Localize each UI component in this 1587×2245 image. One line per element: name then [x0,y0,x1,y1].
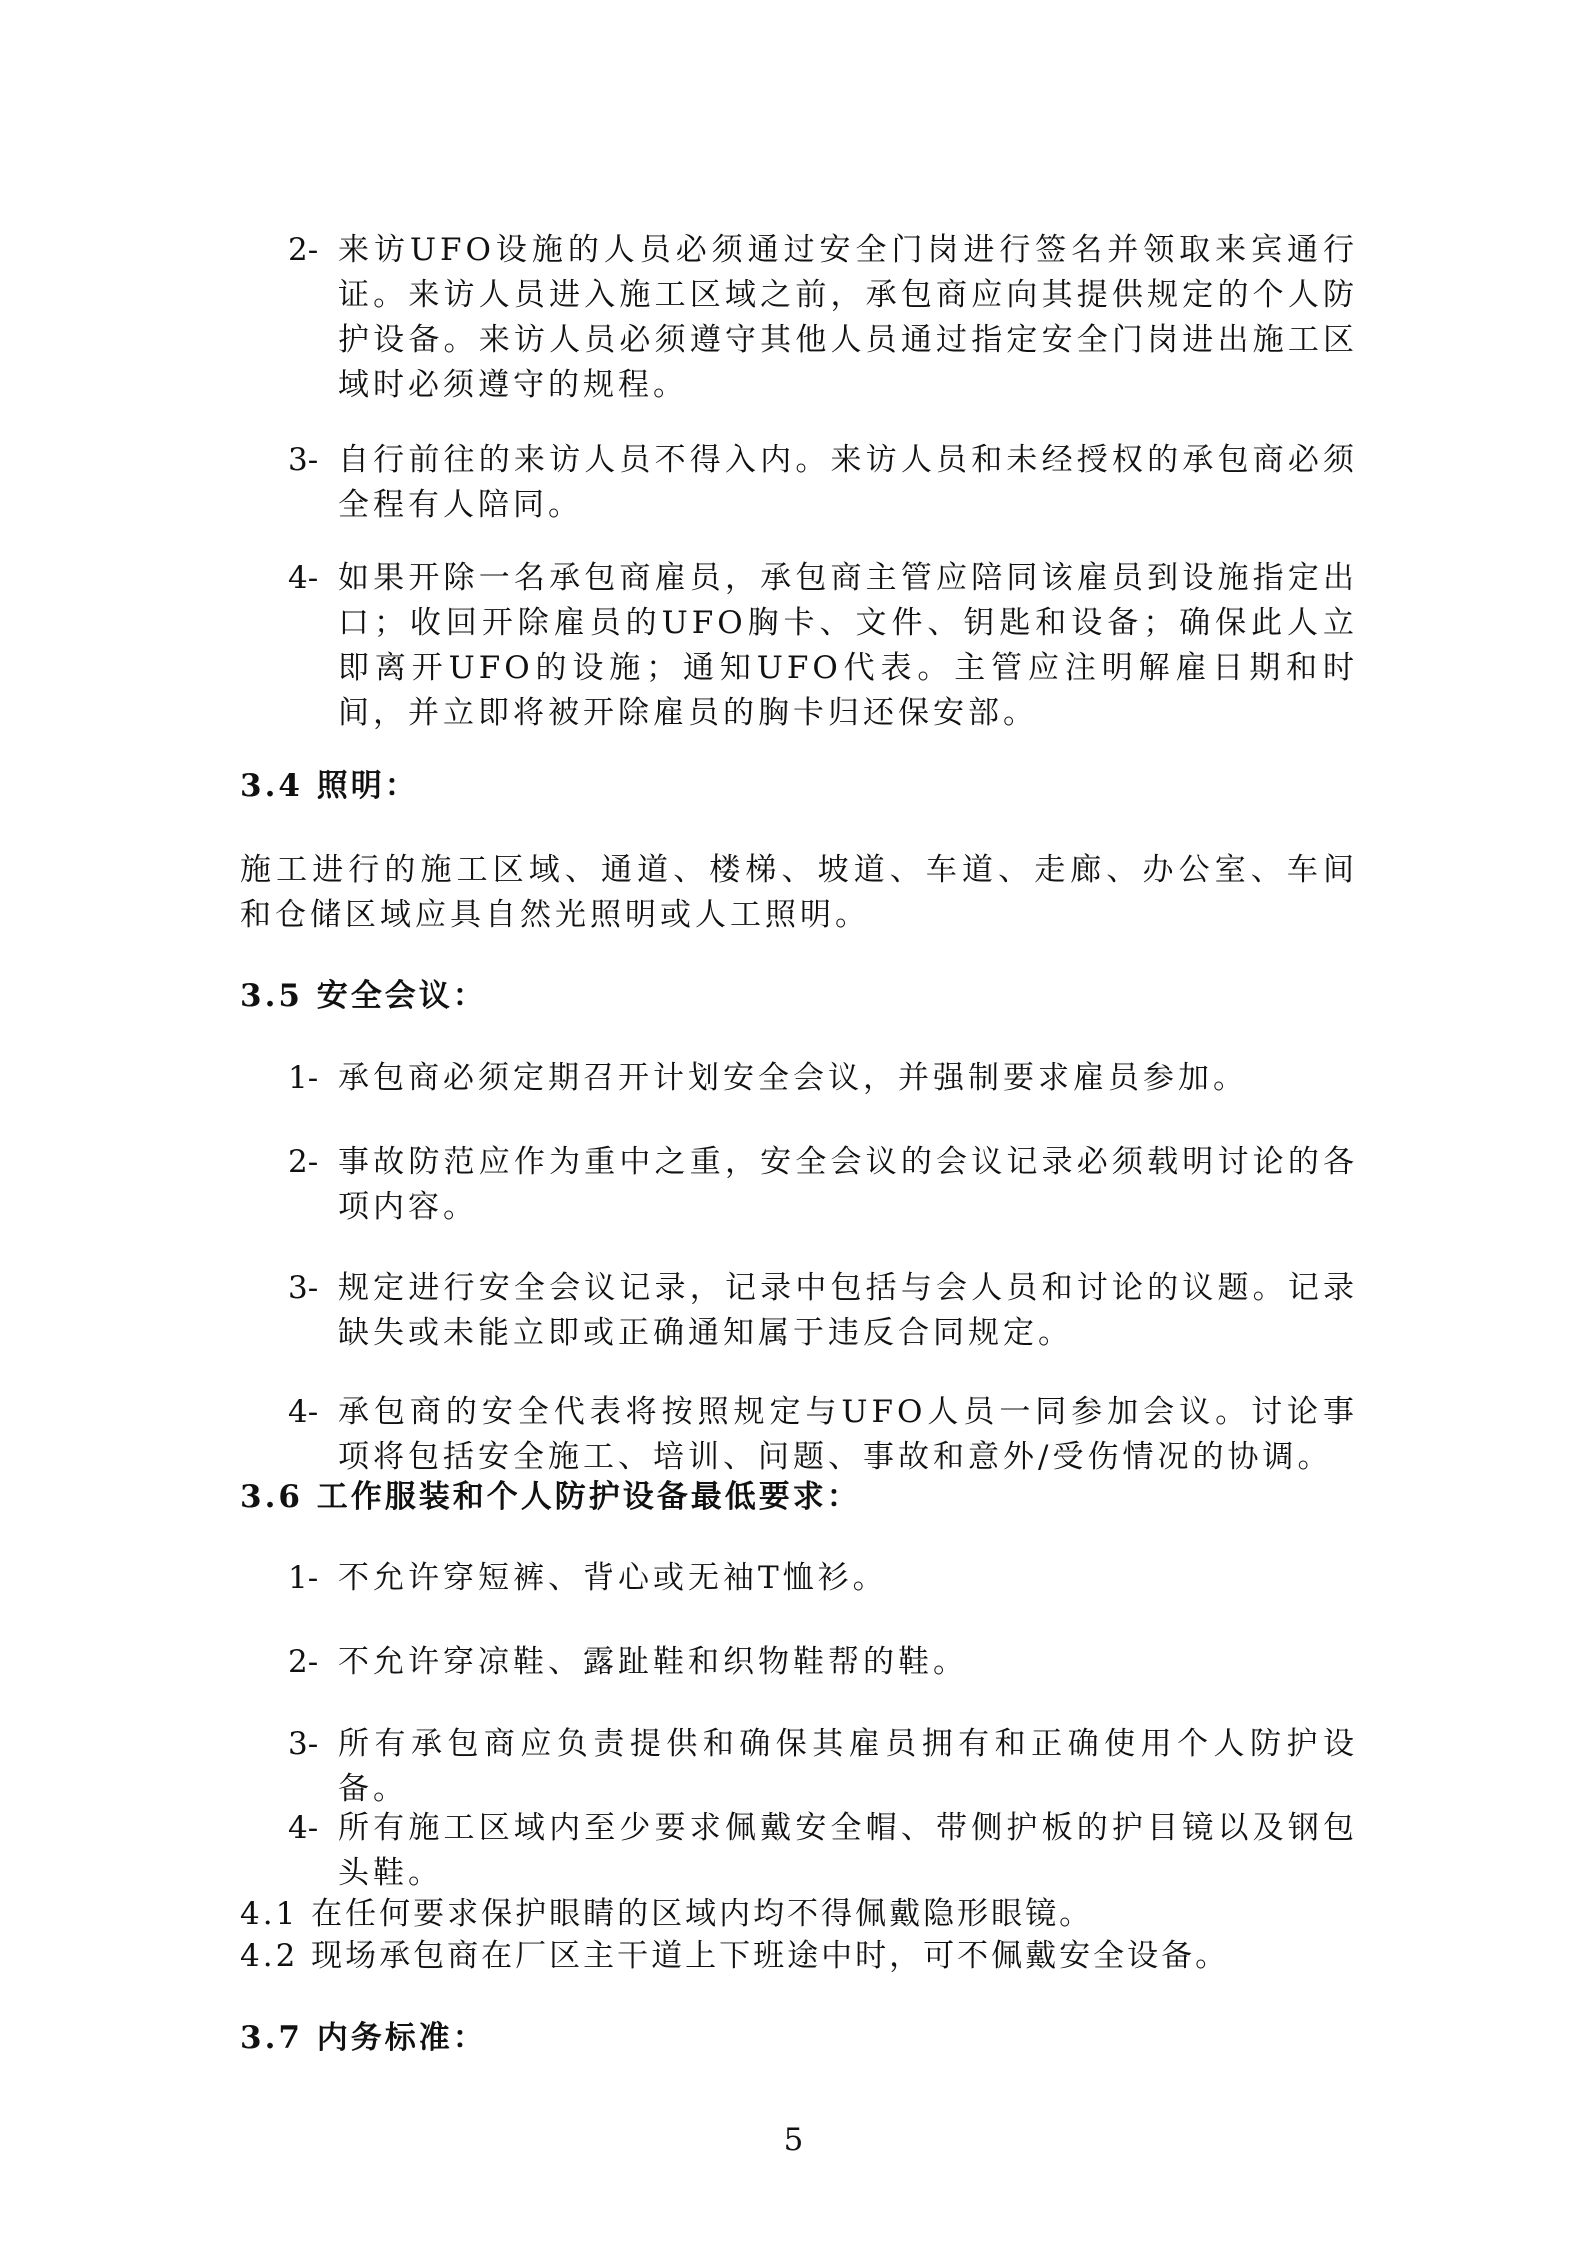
list-item-text: 规定进行安全会议记录，记录中包括与会人员和讨论的议题。记录缺失或未能立即或正确通知属于违反合同规定。 [338,1270,1358,1351]
list-item [288,1140,1358,1230]
list-item-text: 来访UFO设施的人员必须通过安全门岗进行签名并领取来宾通行证。来访人员进入施工区域之前，承包商应向其提供规定的个人防护设备。来访人员必须遵守其他人员通过指定安全门岗进出施工区域时必须遵守的规程。 [338,232,1358,403]
list-item-number: 2- [288,232,319,268]
list-item-number: 2- [288,1144,319,1180]
list-item-text: 自行前往的来访人员不得入内。来访人员和未经授权的承包商必须全程有人陪同。 [338,442,1358,523]
list-item-text: 所有施工区域内至少要求佩戴安全帽、带侧护板的护目镜以及钢包头鞋。 [338,1810,1358,1891]
list-item-text: 不允许穿短裤、背心或无袖T恤衫。 [338,1560,888,1596]
list-item-text: 承包商必须定期召开计划安全会议，并强制要求雇员参加。 [338,1060,1248,1096]
list-item-number: 3- [288,1726,319,1762]
list-item [288,556,1358,736]
section-heading: 3.6 工作服装和个人防护设备最低要求： [240,1479,861,1515]
list-item-text: 不允许穿凉鞋、露趾鞋和织物鞋帮的鞋。 [338,1644,968,1680]
list-item-number: 1- [288,1560,319,1596]
section-heading: 3.5 安全会议： [240,978,487,1014]
list-item [288,228,1358,408]
list-item-number: 3- [288,442,319,478]
list-item-number: 4- [288,1394,319,1430]
list-item [288,1722,1358,1812]
list-item [288,1266,1358,1356]
list-item [288,1056,1358,1101]
list-item [288,1390,1358,1480]
list-item-number: 1- [288,1060,319,1096]
page-number: 5 [783,2122,804,2158]
list-item-text: 承包商的安全代表将按照规定与UFO人员一同参加会议。讨论事项将包括安全施工、培训、问题、事故和意外/受伤情况的协调。 [338,1394,1358,1475]
list-item-number: 4- [288,1810,319,1846]
list-item-number: 3- [288,1270,319,1306]
list-item [288,438,1358,528]
list-item-text: 事故防范应作为重中之重，安全会议的会议记录必须载明讨论的各项内容。 [338,1144,1358,1225]
list-item-number: 2- [288,1644,319,1680]
list-item [288,1556,1358,1601]
note-line: 4.2 现场承包商在厂区主干道上下班途中时，可不佩戴安全设备。 [240,1938,1230,1974]
section-heading: 3.4 照明： [240,768,419,804]
list-item [288,1806,1358,1896]
list-item [288,1640,1358,1685]
list-item-text: 如果开除一名承包商雇员，承包商主管应陪同该雇员到设施指定出口；收回开除雇员的UFO胸卡、文件、钥匙和设备；确保此人立即离开UFO的设施；通知UFO代表。主管应注明解雇日期和时间，并立即将被开除雇员的胸卡归还保安部。 [338,560,1358,731]
section-heading: 3.7 内务标准： [240,2020,487,2056]
list-item-number: 4- [288,560,319,596]
note-line: 4.1 在任何要求保护眼睛的区域内均不得佩戴隐形眼镜。 [240,1896,1094,1932]
list-item-text: 所有承包商应负责提供和确保其雇员拥有和正确使用个人防护设备。 [338,1726,1358,1807]
section-paragraph: 施工进行的施工区域、通道、楼梯、坡道、车道、走廊、办公室、车间和仓储区域应具自然光照明或人工照明。 [240,852,1358,933]
